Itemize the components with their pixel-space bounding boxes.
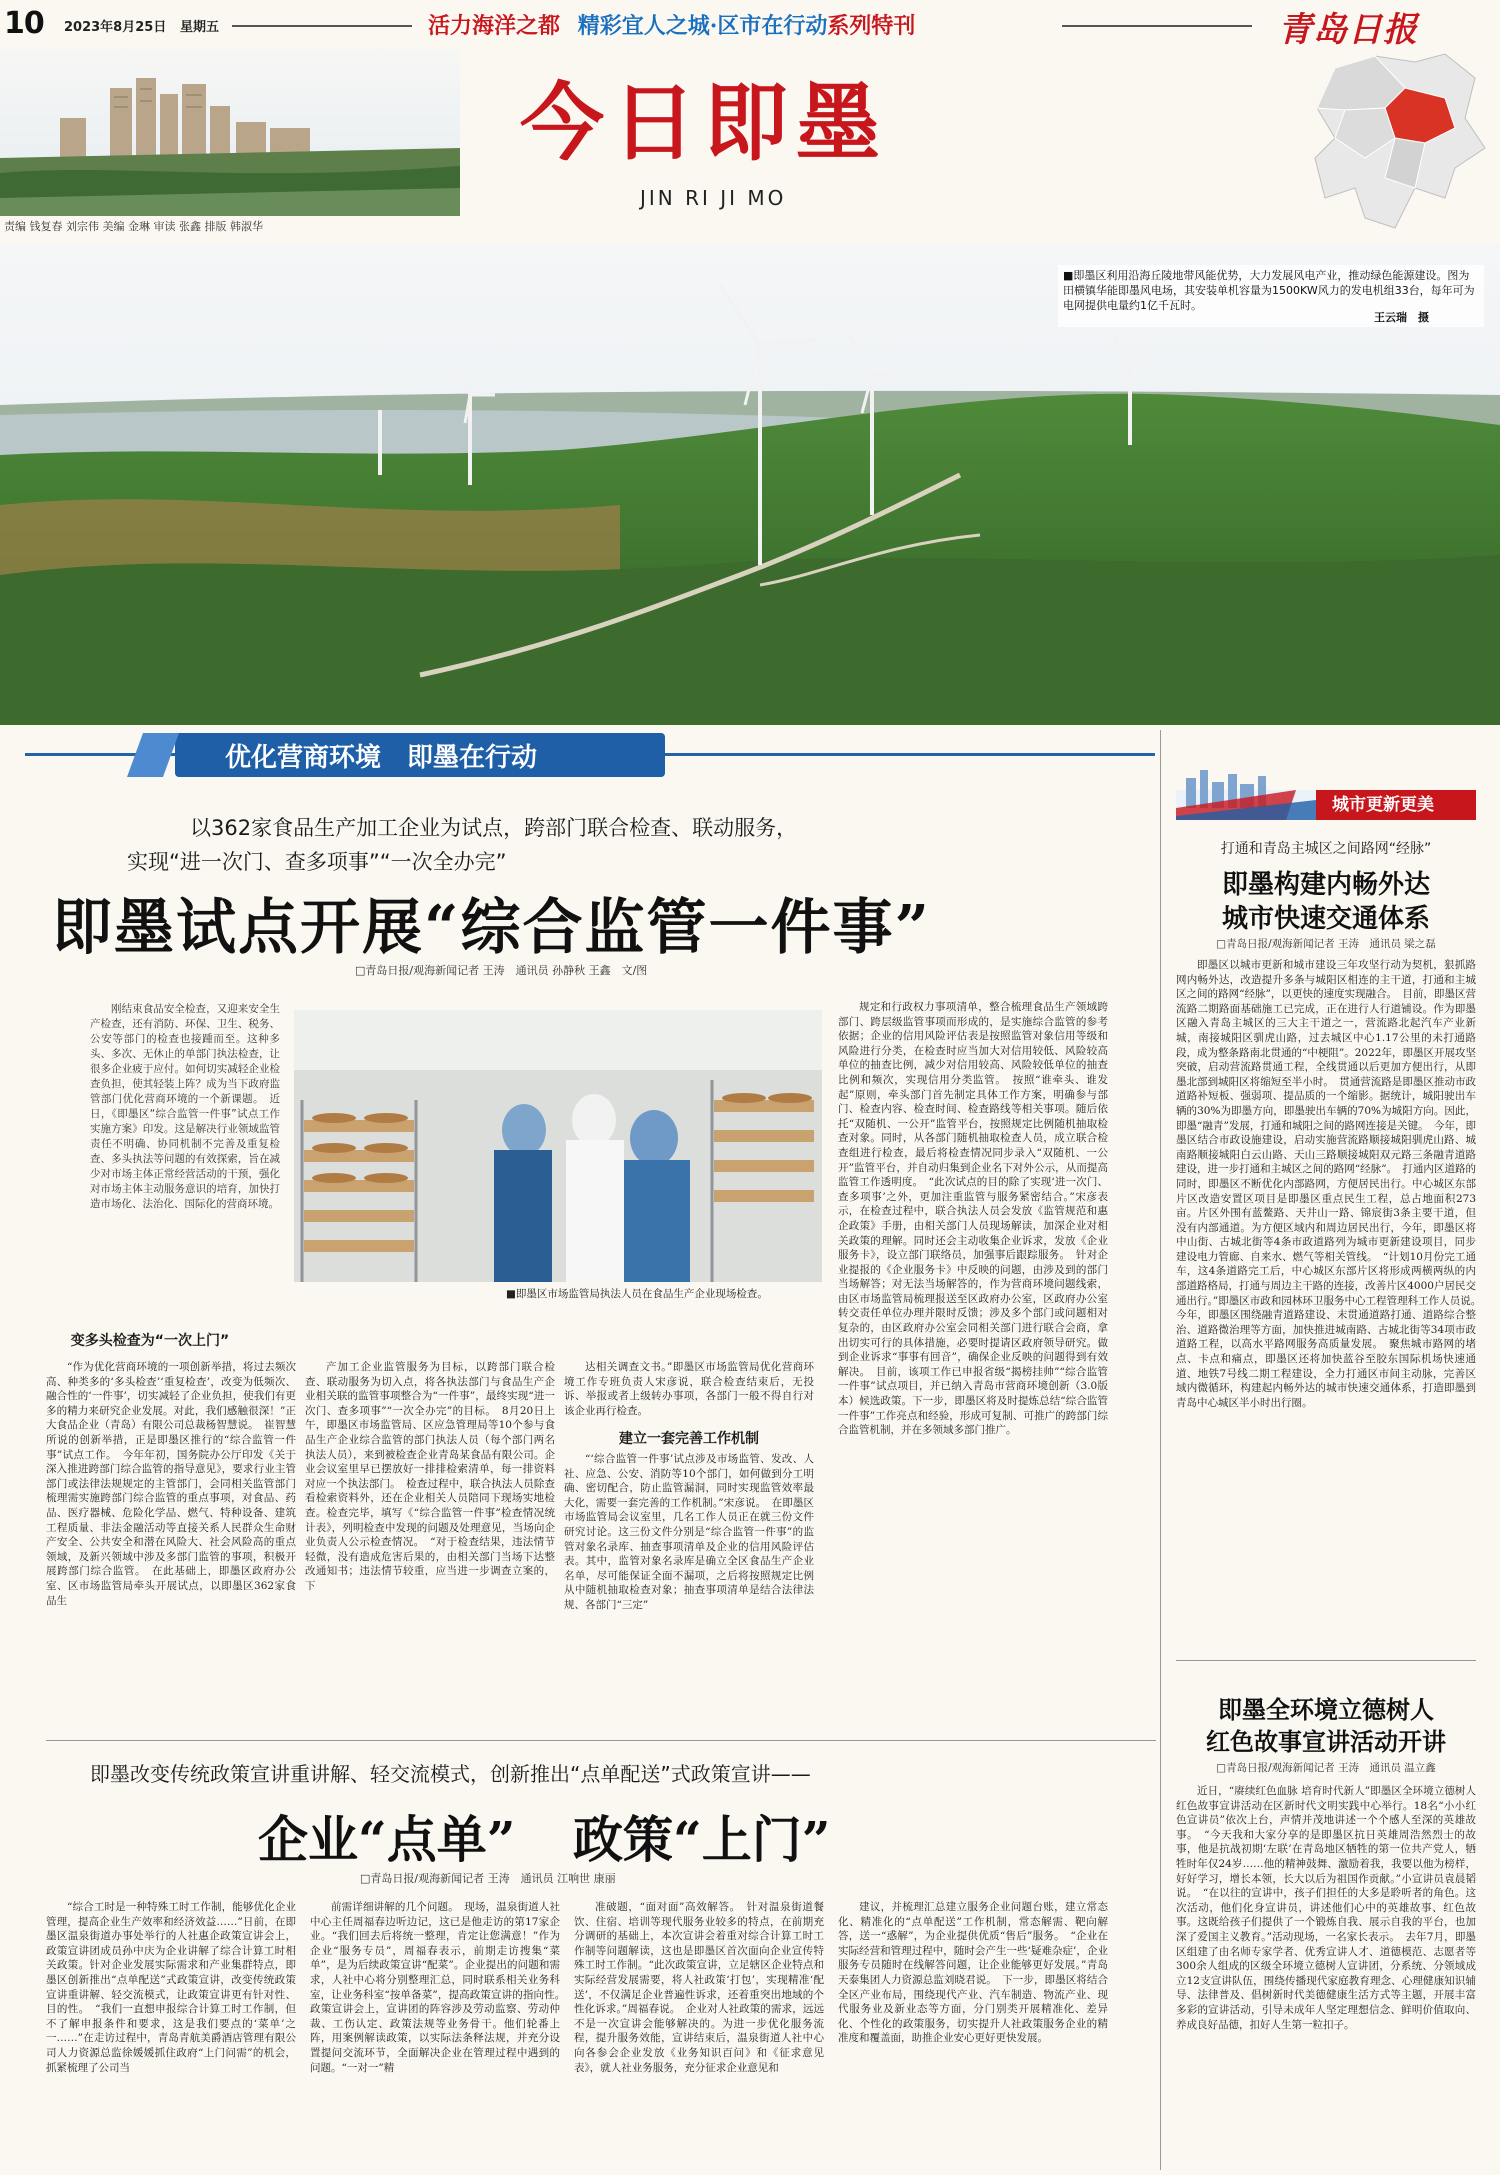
main-byline: □青岛日报/观海新闻记者 王涛 通讯员 孙静秋 王鑫 文/图: [355, 964, 648, 977]
right-story1-byline: □青岛日报/观海新闻记者 王涛 通讯员 梁之磊: [1216, 938, 1436, 950]
second-byline: □青岛日报/观海新闻记者 王涛 通讯员 江响世 康丽: [360, 1872, 616, 1885]
city-renewal-tag: 城市更新更美: [1332, 795, 1434, 815]
hero-caption: ■即墨区利用沿海丘陵地带风能优势，大力发展风电产业，推动绿色能源建设。图为田横镇华能即墨风电场，其安装单机容量为1500KW风力的发电机组33台，每年可为电网提供电量约1亿千瓦时。: [1063, 269, 1475, 312]
section-title: 今日即墨: [520, 73, 889, 172]
story-separator: [46, 1740, 1156, 1741]
series-title-b: 精彩宜人之城·区市在行动: [577, 13, 828, 39]
right-story2-text: 近日，“赓续红色血脉 培育时代新人”即墨区全环境立德树人红色故事宣讲活动在区新时代文明实践中心举行。18名“小小红色宣讲员”依次上台，声情并茂地讲述一个个感人至深的英雄故事。 “今天我和大家分享的是即墨区抗日英雄周浩然烈士的故事，他是抗战初期‘左联’在青岛地区牺牲的第一位共产党人，牺牲时年仅24岁……他的精神鼓舞、激励着我，我要以他为榜样，好好学习，增长本领，长大以后为祖国作贡献。”小宣讲员袁晨韬说。 “在以往的宣讲中，孩子们担任的大多是聆听者的角色。这次活动，他们化身宣讲员，讲述他们心中的英雄故事、红色故事。这既给孩子们提供了一个锻炼自我、展示自我的平台，也加深了爱国主义教育。”活动现场，一名家长表示。 去年7月，即墨区组建了由名师专家学者、优秀宣讲人才、道德模范、志愿者等300余人组成的区级全环境立德树人宣讲团，分系统、分领域成立12支宣讲队伍，围绕传播现代家庭教育理念、心理健康知识辅导、法律普及、倡树新时代美德健康生活方式等主题，开展丰富多彩的宣讲活动，引导未成年人坚定理想信念、鲜明价值取向、养成良好品德，扣好人生第一粒扣子。: [1176, 1785, 1476, 2031]
qingdao-map: [1295, 48, 1495, 244]
series-title: [428, 9, 915, 40]
second-headline-b: 政策“上门”: [572, 1810, 831, 1869]
subhead-multi-inspection: 变多头检查为“一次上门”: [70, 1333, 230, 1349]
newspaper-logo: 青岛日报: [1278, 10, 1418, 50]
second-col3: 准破题，“面对面”高效解答。 针对温泉街道餐饮、住宿、培训等现代服务业较多的特点，在前期充分调研的基础上，本次宣讲会着重对综合计算工时工作制等问题解读，这也是即墨区首次面向企业宣传特殊工时工作制。“此次政策宣讲，立足辖区企业特点和实际经营发展需要，将人社政策‘打包’，实现精准‘配送’，不仅满足企业普遍性诉求，还着重突出地域的个性化诉求。”周福春说。 企业对人社政策的需求，远远不是一次宣讲会能够解决的。为进一步优化服务流程，提升服务效能，宣讲结束后，温泉街道人社中心向各参会企业发放《业务知识百问》和《征求意见表》，就人社业务服务，充分征求企业意见和: [574, 1901, 824, 2074]
main-kicker-line1: 以362家食品生产加工企业为试点，跨部门联合检查、联动服务，: [190, 816, 798, 840]
main-col3a: 达相关调查文书。”即墨区市场监管局优化营商环境工作专班负责人宋彦说，联合检查结束后，无投诉、举报或者上级转办事项，各部门一般不得自行对该企业再行检查。: [564, 1361, 814, 1417]
main-col2: 产加工企业监管服务为目标，以跨部门联合检查、联动服务为切入点，将各执法部门与食品生产企业相关联的监管事项整合为“一件事”，最终实现“进一次门、查多项事”“一次全办完”的目标。 8月20日上午，即墨区市场监管局、区应急管理局等10个参与食品生产企业综合监管的部门执法人员（每个部门两名执法人员），来到被检查企业青岛某食品有限公司。企业会议室里早已摆放好一排排检索清单，每一排资料对应一个执法部门。 检查过程中，联合执法人员除查看检索资料外，还在企业相关人员陪同下现场实地检查。检查完毕，填写《“综合监管一件事”检查情况统计表》，列明检查中发现的问题及处理意见，当场向企业负责人公示检查情况。 “对于检查结果，违法情节轻微，没有造成危害后果的，由相关部门当场下达整改通知书；违法情节较重，应当进一步调查立案的，下: [305, 1361, 555, 1592]
right-story1-kicker: 打通和青岛主城区之间路网“经脉”: [1220, 841, 1432, 857]
second-headline: [258, 1800, 830, 1872]
main-col3b: “‘综合监管一件事’试点涉及市场监管、发改、人社、应急、公安、消防等10个部门，如何做到分工明确、密切配合，防止监管漏洞，同时实现监管效率最大化，需要一套完善的工作机制。”宋彦说。 在即墨区市场监管局会议室里，几名工作人员正在就三份文件研究讨论。这三份文件分别是“综合监管一件事”的监管对象名录库、抽查事项清单及企业的信用风险评估表。其中，监管对象名录库是确立全区食品生产企业名单，尽可能保证全面不漏项，之后将按照规定比例从中随机抽取检查对象；抽查事项清单是结合法律法规、各部门“三定”: [564, 1453, 814, 1611]
second-col1: “综合工时是一种特殊工时工作制，能够优化企业管理，提高企业生产效率和经济效益……”日前，在即墨区温泉街道办事处举行的人社惠企政策宣讲会上，政策宣讲团成员孙中庆为企业讲解了综合计算工时相关政策。针对企业发展实际需求和产业集群特点，即墨区创新推出“点单配送”式政策宣讲，改变传统政策宣讲重讲解、轻交流模式，让政策宣讲更有针对性、目的性。 “我们一直想申报综合计算工时工作制，但不了解申报条件和要求，这是我们要点的‘菜单’之一……”在走访过程中，青岛青航美爵酒店管理有限公司人力资源总监徐媛媛抓住政府“上门问需”的机会，抓紧梳理了公司当: [46, 1901, 296, 2074]
hero-photo-credit: 王云瑞 摄: [1374, 311, 1429, 324]
right-story1-headline-line2: 城市快速交通体系: [1221, 904, 1430, 934]
main-col4: 规定和行政权力事项清单，整合梳理食品生产领域跨部门、跨层级监管事项而形成的，是实施综合监管的参考依据；企业的信用风险评估表是按照监管对象信用等级和风险进行分类，在检查时应当加大对信用较低、风险较高单位的抽查比例，减少对信用较高、风险较低单位的抽查比例和频次，实现信用分类监管。 按照“谁牵头、谁发起”原则，牵头部门首先制定具体工作方案，明确参与部门、检查内容、检查时间、检查路线等相关事项。随后依托“双随机、一公开”监管平台，按照规定比例随机抽取检查对象。同时，从各部门随机抽取检查人员，成立联合检查组进行检查，最后将检查情况同步录入“双随机、一公开”监管平台，并自动归集到企业名下对外公示，从而提高监管工作透明度。 “此次试点的目的除了实现‘进一次门、查多项事’之外，更加注重监管与服务紧密结合。”宋彦表示，在检查过程中，联合执法人员会发放《监管规范和惠企政策》手册，由相关部门人员现场解读，加深企业对相关政策的理解。同时还会主动收集企业诉求，发放《企业服务卡》，设立部门联络员，加强事后跟踪服务。 针对企业提报的《企业服务卡》中反映的问题，由涉及到的部门当场解答；对无法当场解答的，作为营商环境问题线索，由区市场监管局梳理报送至区政府办公室，区政府办公室转交责任单位办理并限时反馈；涉及多个部门或问题相对复杂的，由区政府办公室会同相关部门进行联合会商，拿出切实可行的具体措施，必要时提请区政府领导研究。做到企业诉求“事事有回音”，确保企业反映的问题得到有效解决。 目前，该项工作已申报省级“揭榜挂帅”“综合监管一件事”试点项目，并已纳入青岛市营商环境创新（3.0版本）候选政策。下一步，即墨区将及时提炼总结“综合监管一件事”工作亮点和经验，形成可复制、可推广的跨部门综合监管机制，并在多领域多部门推广。: [838, 1001, 1108, 1437]
second-col2: 前需详细讲解的几个问题。 现场，温泉街道人社中心主任周福春边听边记，这已是他走访的第17家企业。“我们回去后将统一整理，肯定让您满意！”作为企业“服务专员”，周福春表示，前期走访搜集“菜单”，是为后续政策宣讲“配菜”。企业提出的问题和需求，人社中心将分别整理汇总，同时联系相关业务科室，让业务科室“按单备菜”，提高政策宣讲的指向性。 政策宣讲会上，宣讲团的阵容涉及劳动监察、劳动仲裁、工伤认定、政策法规等业务骨干。他们轮番上阵，用案例解读政策，以实际法条释法规，并充分设置提问交流环节，全面解决企业在管理过程中遇到的问题。“一对一”精: [310, 1901, 571, 2074]
column-divider: [1160, 730, 1161, 2170]
second-headline-a: 企业“点单”: [258, 1810, 516, 1869]
series-title-c: 系列特刊: [827, 13, 916, 39]
main-headline: 即墨试点开展“综合监管一件事”: [52, 893, 932, 963]
issue-weekday: 星期五: [180, 20, 220, 35]
right-story1-text: 即墨区以城市更新和城市建设三年攻坚行动为契机，狠抓路网内畅外达，改造提升多条与城阳区相连的主干道，打通和主城区之间的路网“经脉”，以更快的速度实现融合。 目前，即墨区营流路二期路面基础施工已完成，正在进行人行道铺设。作为即墨区融入青岛主城区的三大主干道之一，营流路北起汽车产业新城，南接城阳区驯虎山路，过去城区中心1.17公里的未打通路段，成为整条路南北贯通的“中梗阻”。2022年，即墨区开展攻坚突破，启动营流路贯通工程，全线贯通以后更加方便出行，从即墨北部到城阳区将缩短至半小时。 贯通营流路是即墨区推动市政道路补短板、强弱项、提品质的一个缩影。据统计，城阳驶出车辆的30%为即墨方向，即墨驶出车辆的70%为城阳方向。因此，即墨“融青”发展，打通和城阳之间的路网连接是关键。 今年，即墨区结合市政设施建设，启动实施营流路顺接城阳驯虎山路、城南路顺接城阳白云山路、天山三路顺接城阳双元路三条融青道路建设，进一步打通和主城区之间的路网“经脉”。 打通内区道路的同时，即墨区不断优化内部路网，方便居民出行。中心城区东部片区改造安置区项目是即墨区重点民生工程，总占地面积273亩。片区外围有蓝鳌路、天井山一路、锦宸街3条主要干道，但没有内部通道。为方便区域内和周边居民出行，今年，即墨区将中山街、古城北街等4条市政道路列为城市更新建设项目，同步建设电力管廊、自来水、燃气等相关管线。 “计划10月份完工通车，这4条道路完工后，中心城区东部片区将形成两横两纵的内部道路格局，打通与周边主干路的连接，改善片区4000户居民交通出行。”即墨区市政和园林环卫服务中心工程管理科工作人员说。 今年，即墨区围绕融青道路建设、末贯通道路打通、道路综合整治、道路微治理等方面，加快推进城南路、古城北街等34项市政道路工程，以高水平路网服务高质量发展。 聚焦城市路网的堵点、卡点和痛点，即墨区还将加快蓝谷至胶东国际机场快速通道、地铁7号线二期工程建设，全力打通区市间主动脉，完善区域内微循环，构建起内畅外达的城市快速交通体系，打造即墨到青岛中心城区半小时出行圈。: [1176, 959, 1487, 1409]
right-separator: [1176, 1660, 1476, 1661]
section-pinyin: JIN RI JI MO: [640, 186, 787, 210]
city-skyline-photo: [0, 48, 460, 216]
right-story2-headline-line1: 即墨全环境立德树人: [1218, 1695, 1434, 1724]
page-credits: 责编 钱复春 刘宗伟 美编 金琳 审读 张鑫 排版 韩淑华: [4, 220, 263, 233]
main-col1: “作为优化营商环境的一项创新举措，将过去频次高、种类多的‘多头检查’‘重复检查’，改变为低频次、融合性的‘一件事’，切实减轻了企业负担，使我们有更多的精力来研究企业发展。对此，我们感触很深！”正大食品企业（青岛）有限公司总裁杨智慧说。 崔智慧所说的创新举措，正是即墨区推行的“综合监管一件事”试点工作。 今年年初，国务院办公厅印发《关于深入推进跨部门综合监管的指导意见》，要求行业主管部门或法律法规规定的主管部门，会同相关监管部门梳理需实施跨部门综合监管的重点事项，对食品、药品、医疗器械、危险化学品、燃气、特种设备、建筑工程质量、非法金融活动等直接关系人民群众生命财产安全、公共安全和潜在风险大、社会风险高的重点领域，及新兴领域中涉及多部门监管的事项，积极开展跨部门综合监管。 在此基础上，即墨区政府办公室、区市场监管局牵头开展试点，以即墨区362家食品生: [46, 1361, 296, 1607]
inspection-photo: [294, 1010, 822, 1282]
second-col4: 建议，并梳理汇总建立服务企业问题台账，建立常态化、精准化的“点单配送”工作机制，常态解需、靶向解答，送一“惑解”，为企业提供优质“售后”服务。 “企业在实际经营和管理过程中，随时会产生一些‘疑难杂症’，企业服务专员随时在线解答问题，让企业能够更好发展。”青岛天泰集团人力资源总监刘晓君说。 下一步，即墨区将结合全区产业布局，围绕现代产业、汽车制造、物流产业、现代服务业及新业态等方面，分门别类开展精准化、差异化、个性化的政策服务，切实提升人社政策服务企业的精准度和覆盖面，助推企业安心更好更快发展。: [838, 1901, 1108, 2045]
header-rule-left: [232, 25, 412, 27]
page-number: 10: [4, 6, 44, 41]
main-kicker-line2: 实现“进一次门、查多项事”“一次全办完”: [127, 850, 507, 874]
main-lead: 刚结束食品安全检查，又迎来安全生产检查，还有消防、环保、卫生、税务、公安等部门的检查也接踵而至。这种多头、多次、无休止的单部门执法检查，让很多企业疲于应付。如何切实减轻企业检查负担，使其轻装上阵？成为当下政府监管部门优化营商环境的一个新课题。 近日，《即墨区“综合监管一件事”试点工作实施方案》印发。这是解决行业领域监管责任不明确、协同机制不完善及重复检查、多头执法等问题的有效探索，旨在减少对市场主体正常经营活动的干预，强化对市场主体主动服务意识的培育，加快打造市场化、法治化、国际化的营商环境。: [90, 1003, 280, 1210]
series-title-a: 活力海洋之都: [428, 13, 561, 39]
subhead-mechanism: 建立一套完善工作机制: [619, 1431, 759, 1447]
right-story2-byline: □青岛日报/观海新闻记者 王涛 通讯员 温立鑫: [1216, 1762, 1436, 1774]
inspection-photo-caption: ■即墨区市场监管局执法人员在食品生产企业现场检查。: [506, 1288, 768, 1300]
header-rule-right: [1062, 25, 1252, 27]
second-kicker: 即墨改变传统政策宣讲重讲解、轻交流模式，创新推出“点单配送”式政策宣讲——: [90, 1762, 811, 1786]
banner-title: 优化营商环境 即墨在行动: [225, 743, 538, 773]
right-story2-headline-line2: 红色故事宣讲活动开讲: [1206, 1727, 1446, 1756]
right-story1-headline-line1: 即墨构建内畅外达: [1221, 870, 1430, 900]
issue-date: 2023年8月25日: [64, 20, 167, 35]
banner: [25, 725, 1155, 785]
